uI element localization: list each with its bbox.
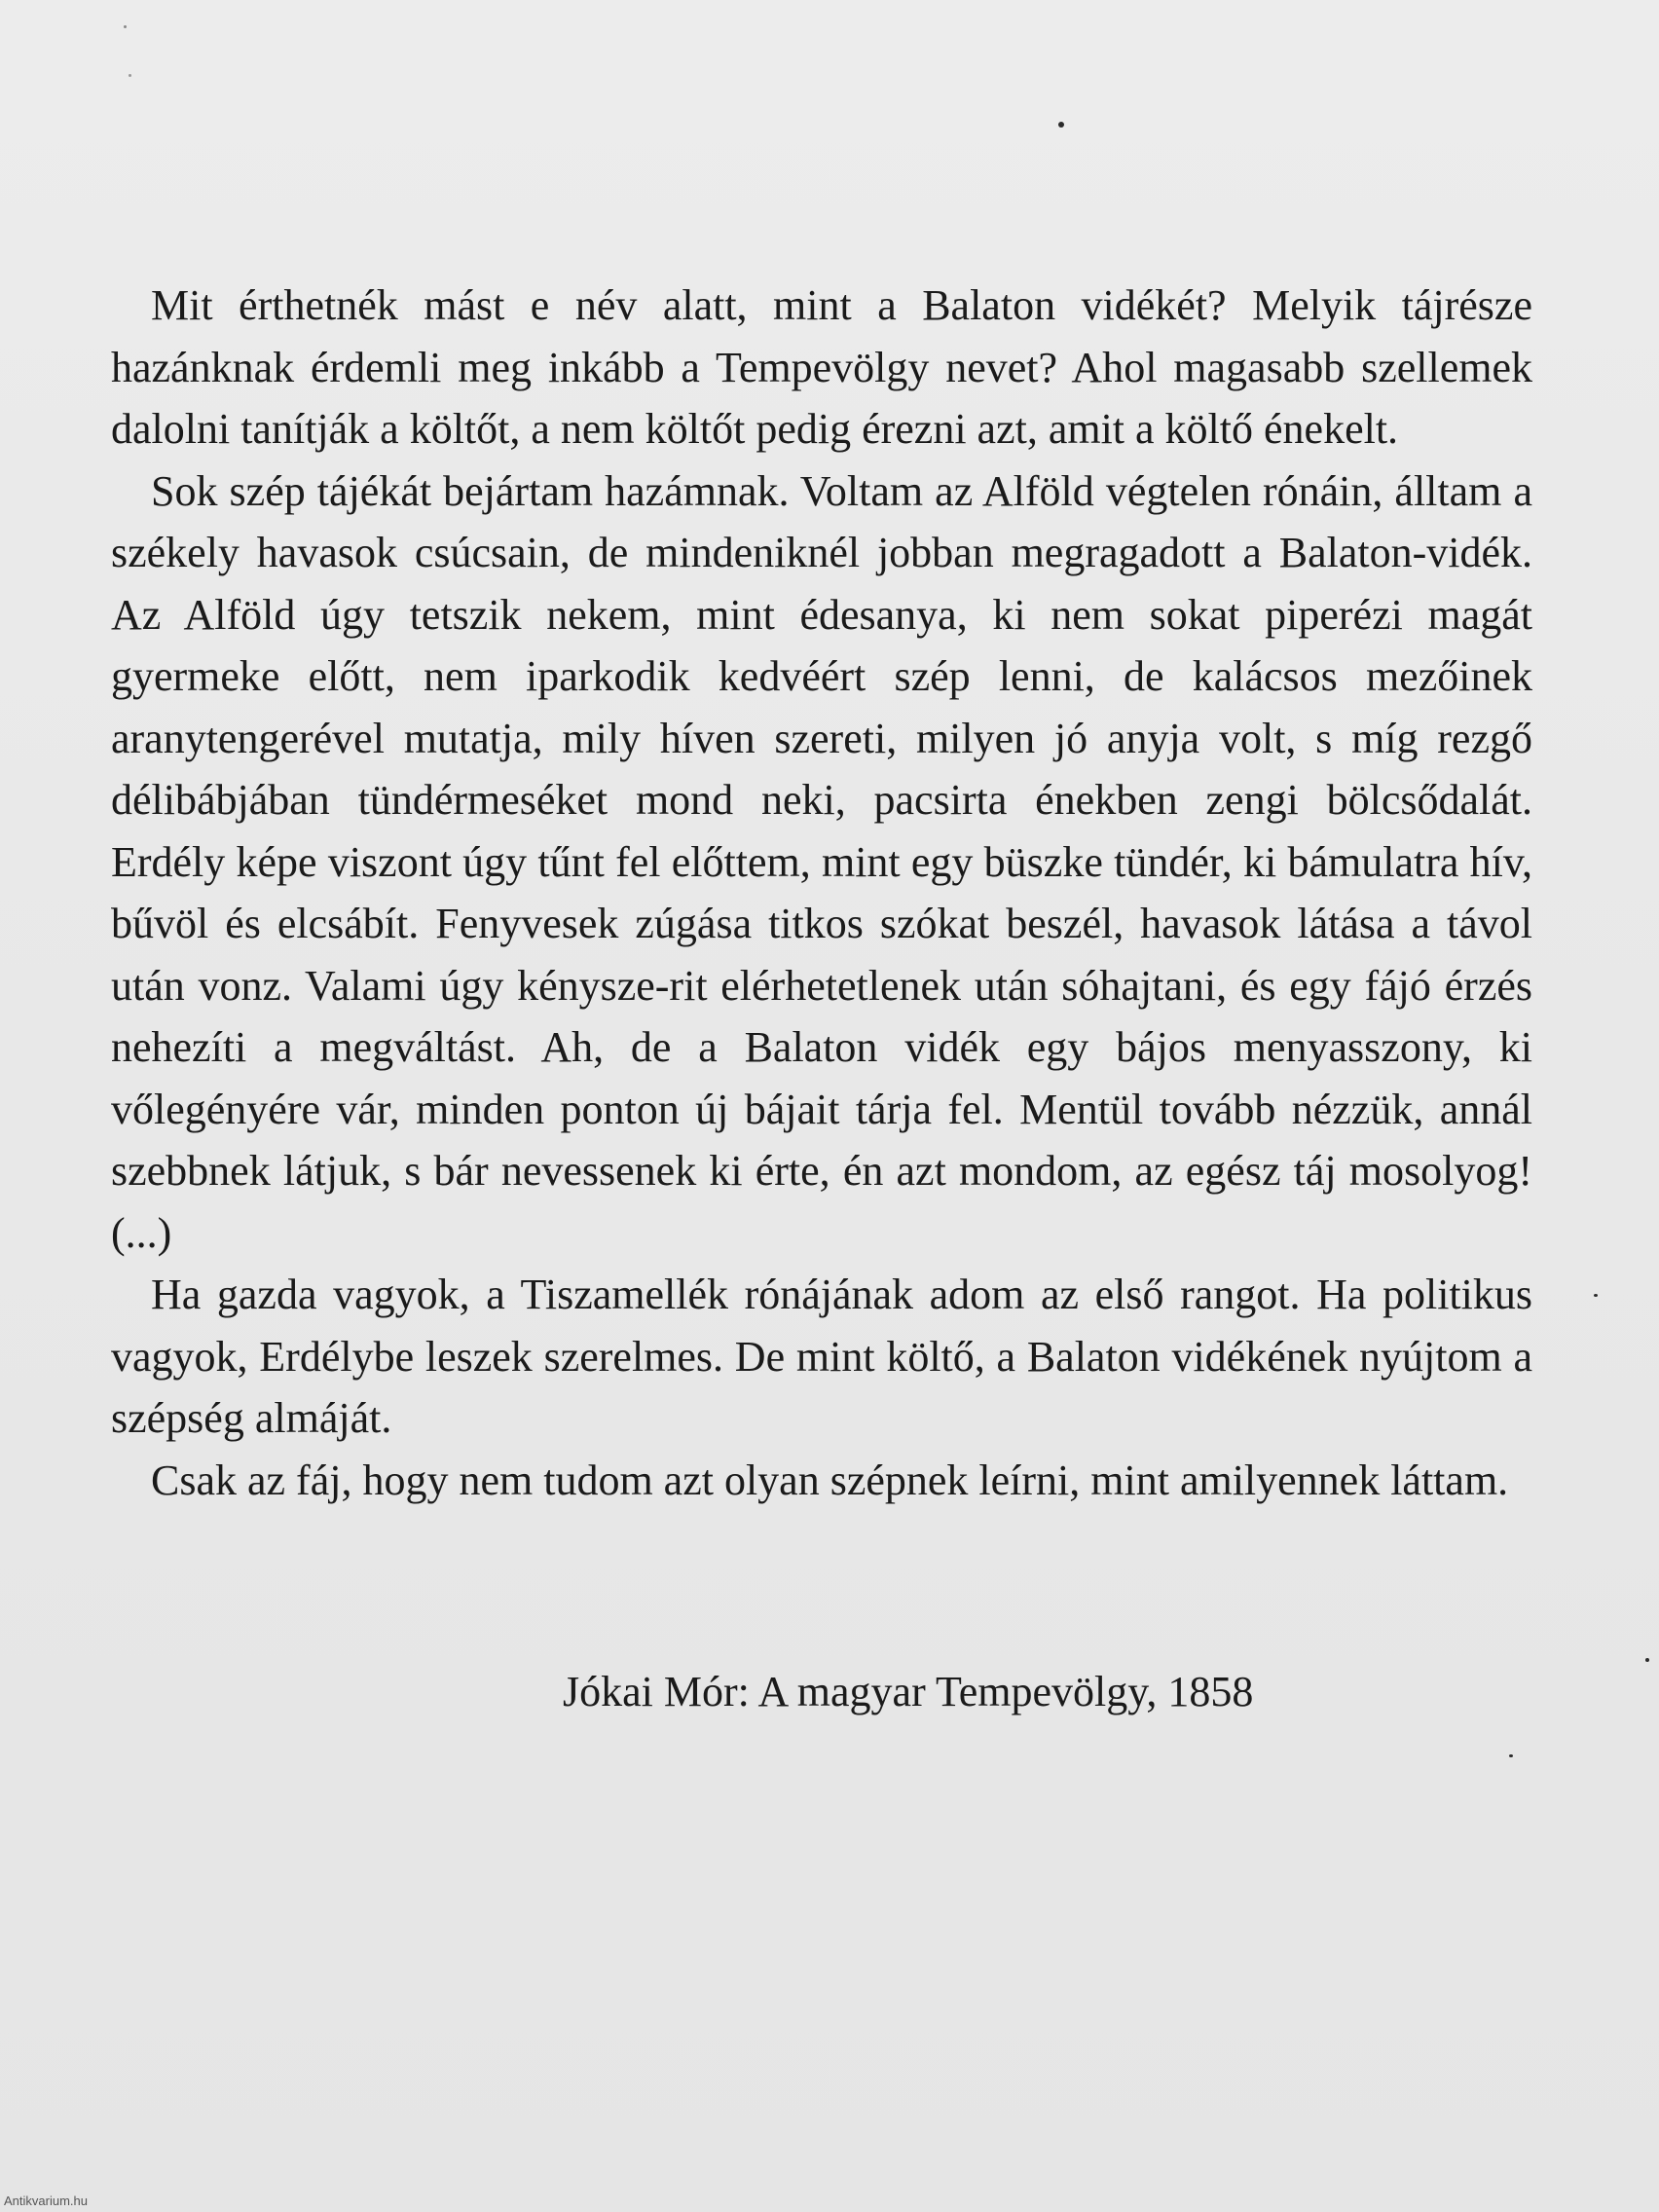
dust-speck xyxy=(1509,1754,1513,1757)
paragraph: Ha gazda vagyok, a Tiszamellék rónájának adom az első rangot. Ha politikus vagyok, Erdélybe leszek szerelmes. De mint költő, a Balaton vidékének nyújtom a szépség almáját. xyxy=(111,1271,1532,1442)
dust-speck xyxy=(124,25,127,28)
watermark: Antikvarium.hu xyxy=(4,2194,88,2208)
attribution: Jókai Mór: A magyar Tempevölgy, 1858 xyxy=(563,1668,1254,1715)
dust-speck xyxy=(1594,1294,1598,1297)
quote-text xyxy=(111,275,1532,1511)
paragraph: Mit érthetnék mást e név alatt, mint a Balaton vidékét? Melyik tájrésze hazánknak érdemli meg inkább a Tempevölgy nevet? Ahol magasabb szellemek dalolni tanítják a költőt, a nem költőt pedig érezni azt, amit a költő énekelt. xyxy=(111,281,1532,453)
dust-speck xyxy=(1645,1658,1649,1662)
dust-speck xyxy=(1058,122,1064,128)
dust-speck xyxy=(129,74,131,77)
paragraph: Csak az fáj, hogy nem tudom azt olyan szépnek leírni, mint amilyennek láttam. xyxy=(151,1456,1509,1504)
paragraph: Sok szép tájékát bejártam hazámnak. Voltam az Alföld végtelen rónáin, álltam a székely havasok csúcsain, de mindeniknél jobban megragadott a Balaton-vidék. Az Alföld úgy tetszik nekem, mint édesanya, ki nem sokat piperézi magát gyermeke előtt, nem iparkodik kedvéért szép lenni, de kalácsos mezőinek aranytengerével mutatja, mily híven szereti, milyen jó anyja volt, s míg rezgő délibábjában tündérmeséket mond neki, pacsirta énekben zengi bölcsődalát. Erdély képe viszont úgy tűnt fel előttem, mint egy büszke tündér, ki bámulatra hív, bűvöl és elcsábít. Fenyvesek zúgása titkos szókat beszél, havasok látása a távol után vonz. Valami úgy kénysze-rit elérhetetlenek után sóhajtani, és egy fájó érzés nehezíti a megváltást. Ah, de a Balaton vidék egy bájos menyasszony, ki vőlegényére vár, minden ponton új bájait tárja fel. Mentül tovább nézzük, annál szebbnek látjuk, s bár nevessenek ki érte, én azt mondom, az egész táj mosolyog!(...) xyxy=(111,466,1532,1257)
